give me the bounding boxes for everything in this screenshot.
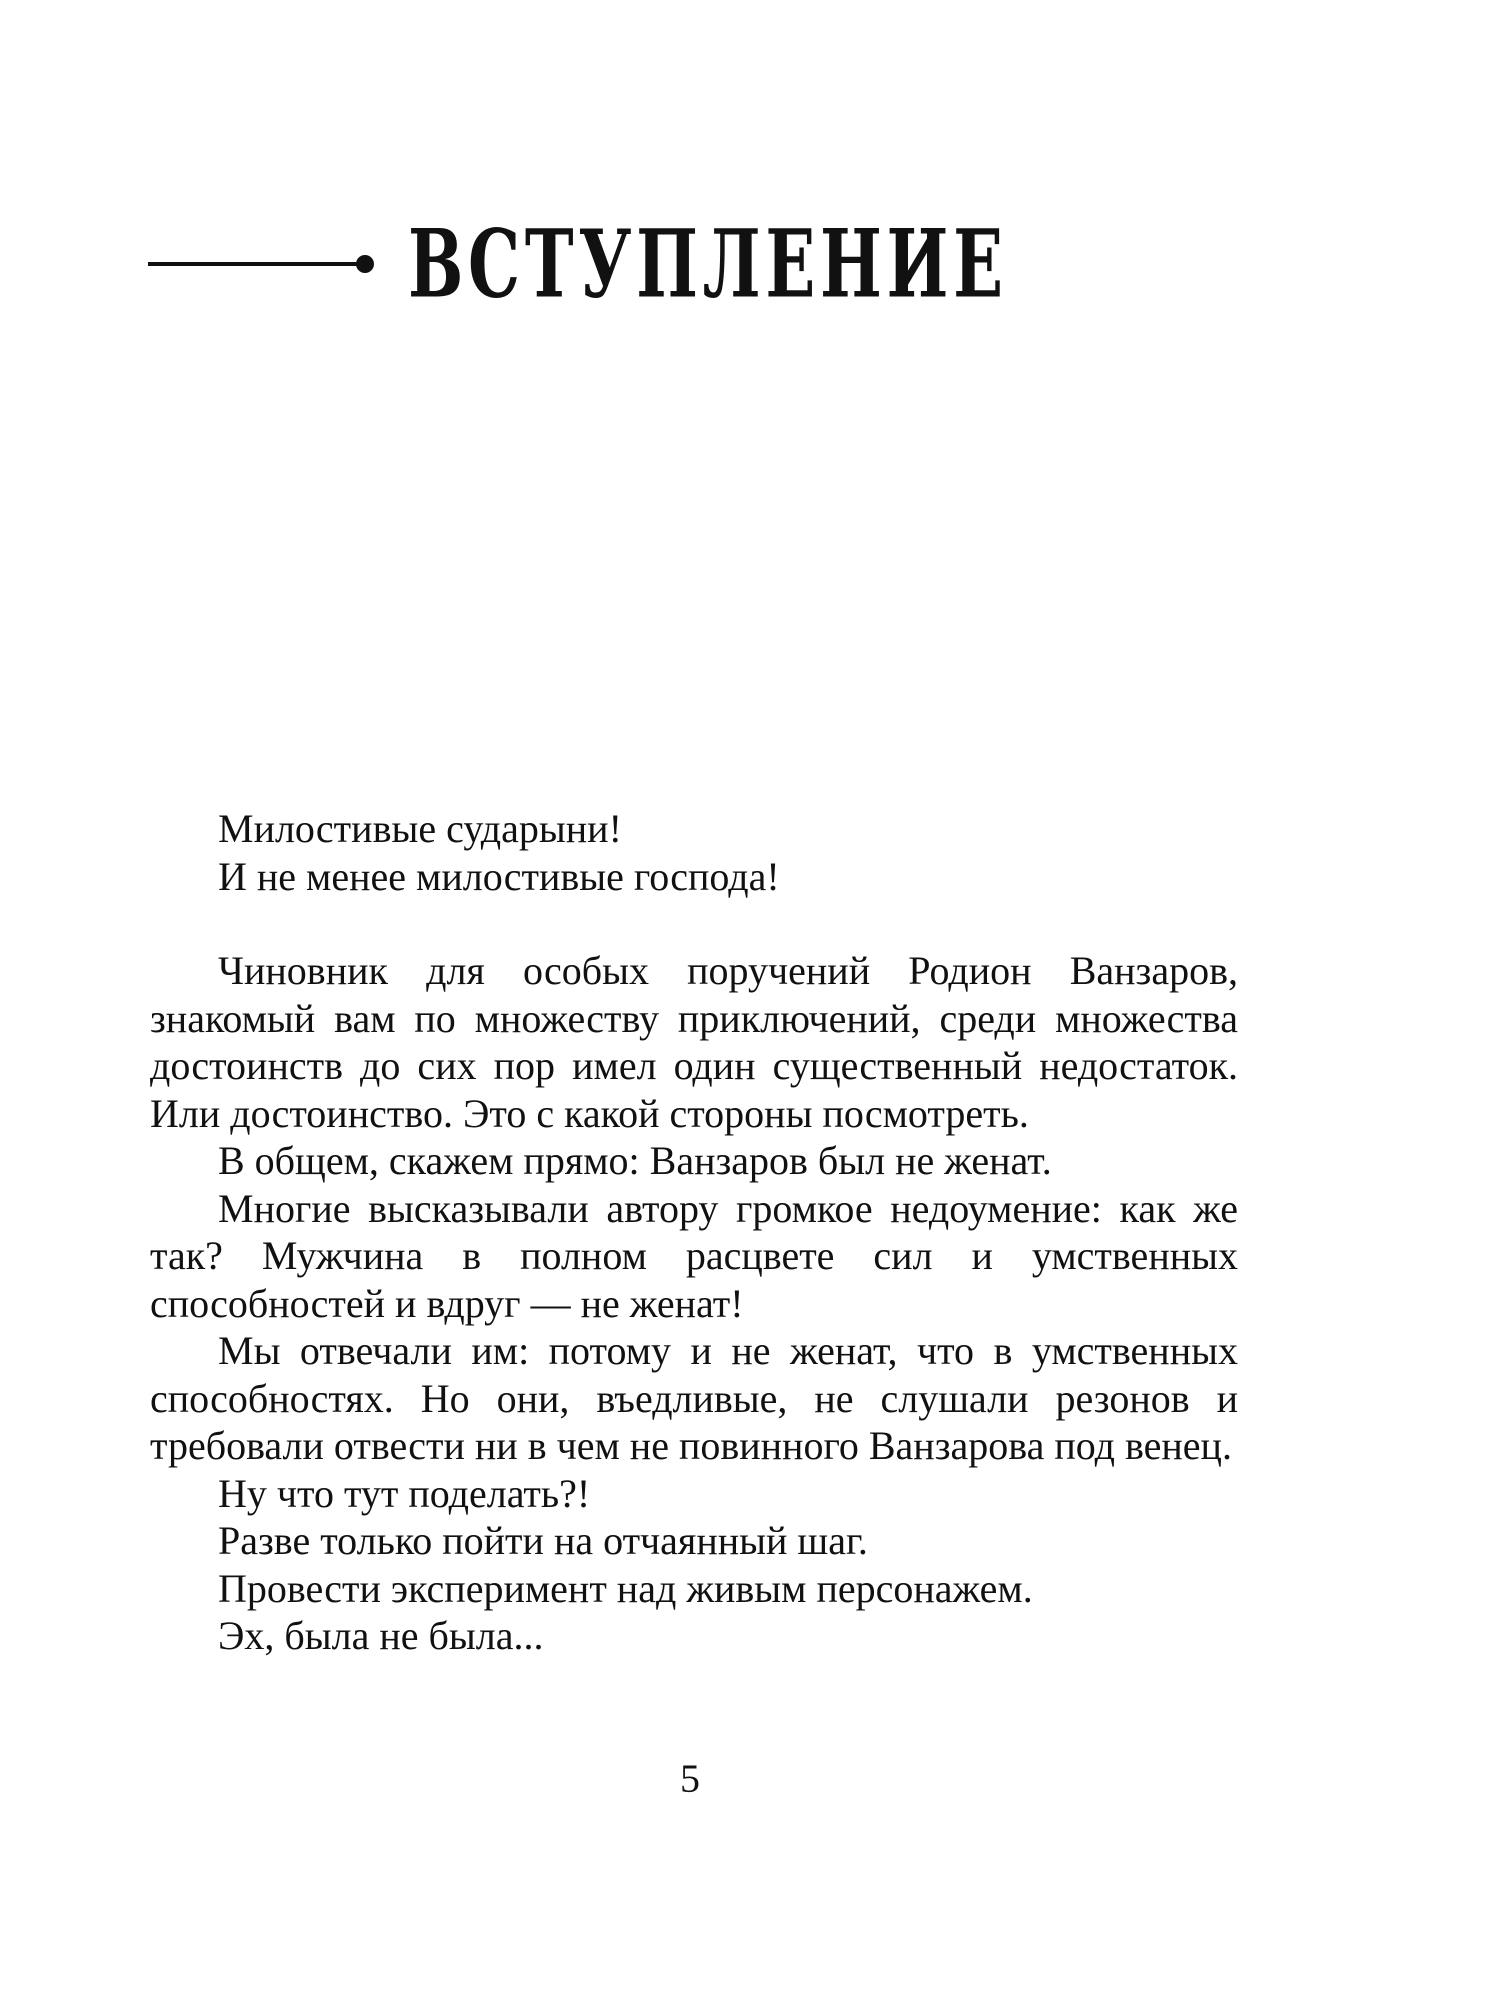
heading-rule [148, 262, 358, 266]
paragraph-gap [150, 900, 1238, 947]
paragraph: В общем, скажем прямо: Ванзаров был не женат. [218, 1138, 1052, 1183]
paragraph: Многие высказывали автору громкое недоумение: как же так? Мужчина в полном расцвете сил и умственных способностей и вдруг — не женат! [150, 1185, 1238, 1326]
paragraph: Провести эксперимент над живым персонажем. [218, 1565, 1033, 1611]
salutation-line: Милостивые сударыни! [218, 806, 622, 851]
salutation-line: И не менее милостивые господа! [218, 853, 780, 899]
paragraph: Мы отвечали им: потому и не женат, что в умственных способностях. Но они, въедливые, не слушали резонов и требовали отвести ни в чем не повинного Ванзарова под венец. [150, 1328, 1238, 1468]
heading-bullet [356, 255, 374, 273]
paragraph: Разве только пойти на отчаянный шаг. [218, 1518, 868, 1563]
chapter-heading [148, 208, 1177, 319]
paragraph: Чиновник для особых поручений Родион Ванзаров, знакомый вам по множеству приключений, среди множества достоинств до сих пор имел один существенный недостаток. Или достоинство. Это с какой стороны посмотреть. [150, 948, 1238, 1136]
paragraph: Эх, была не была... [218, 1613, 544, 1658]
page-number: 5 [680, 1756, 700, 1801]
body-text [150, 805, 1238, 1660]
paragraph: Ну что тут поделать?! [218, 1470, 591, 1516]
chapter-title: ВСТУПЛЕНИЕ [408, 208, 1008, 319]
